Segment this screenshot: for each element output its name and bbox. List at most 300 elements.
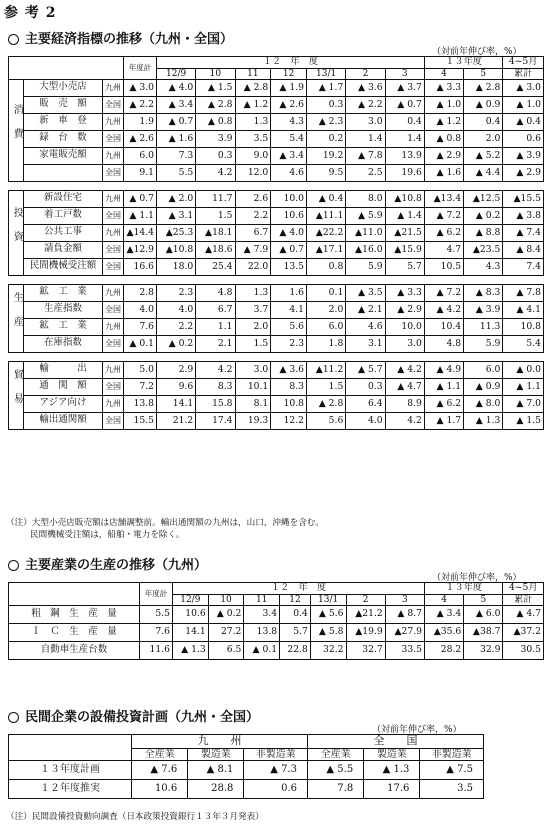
value-cell: ▲25.3 (157, 224, 196, 241)
value-cell: ▲ 3.5 (346, 284, 385, 301)
value-cell: 11.3 (464, 318, 503, 335)
value-cell: 22.8 (280, 641, 311, 659)
value-cell: 6.0 (307, 318, 346, 335)
value-cell: ▲11.1 (307, 207, 346, 224)
table-row (9, 301, 544, 318)
month-header: 12 (280, 594, 311, 605)
value-cell: 4.0 (346, 412, 385, 429)
plan-label: １２年度推実 (9, 780, 132, 799)
region-label: 全国 (103, 130, 124, 147)
value-cell: 7.8 (307, 780, 363, 799)
region-label: 全国 (103, 335, 124, 352)
value-cell: ▲ 8.3 (464, 284, 503, 301)
value-cell: 5.6 (307, 412, 346, 429)
value-cell: 2.0 (307, 301, 346, 318)
value-cell: 5.9 (346, 258, 385, 275)
value-cell: 15.5 (124, 412, 157, 429)
table-row (9, 318, 544, 335)
value-cell: ▲ 0.7 (385, 96, 424, 113)
value-cell: ▲ 0.7 (124, 190, 157, 207)
value-cell: 3.5 (420, 780, 484, 799)
indicator-label: アジア向け (24, 395, 103, 412)
category-cell (9, 79, 24, 181)
value-cell: 9.1 (124, 164, 157, 181)
value-cell: ▲ 0.7 (157, 113, 196, 130)
value-cell: 25.4 (196, 258, 235, 275)
table-row (9, 605, 544, 623)
table-row (9, 761, 484, 780)
value-cell: ▲21.5 (385, 224, 424, 241)
region-label: 全国 (103, 96, 124, 113)
region-label: 九州 (103, 113, 124, 130)
value-cell: 32.7 (346, 641, 385, 659)
month-header: 2 (346, 594, 385, 605)
value-cell: 32.9 (464, 641, 503, 659)
value-cell: 8.1 (235, 395, 271, 412)
value-cell: ▲ 3.4 (424, 605, 463, 623)
value-cell: 13.5 (271, 258, 307, 275)
value-cell: 2.9 (157, 361, 196, 378)
value-cell: ▲ 3.4 (157, 96, 196, 113)
value-cell: ▲ 5.7 (346, 361, 385, 378)
region-label: 九州 (103, 147, 124, 164)
month-header: 12/9 (173, 594, 209, 605)
value-cell: 15.8 (196, 395, 235, 412)
value-cell: ▲ 5.2 (464, 147, 503, 164)
section3-title (8, 706, 259, 725)
circle-bullet-icon (8, 34, 19, 45)
value-cell: ▲ 3.7 (385, 79, 424, 96)
region-label: 九州 (103, 224, 124, 241)
value-cell: 1.3 (235, 284, 271, 301)
table-row (9, 113, 544, 130)
category-label: 貿易 (11, 369, 23, 418)
value-cell: ▲ 8.7 (385, 605, 424, 623)
value-cell: ▲ 0.4 (503, 113, 544, 130)
value-cell: 19.6 (385, 164, 424, 181)
value-cell: 1.5 (307, 378, 346, 395)
value-cell: 8.3 (271, 378, 307, 395)
value-cell: 21.2 (157, 412, 196, 429)
value-cell: ▲ 5.8 (310, 623, 346, 641)
indicator-label: 請負金額 (24, 241, 103, 258)
value-cell: ▲ 1.0 (503, 96, 544, 113)
industry-production-table (8, 582, 544, 660)
value-cell: ▲ 1.2 (424, 113, 463, 130)
value-cell: 0.1 (307, 284, 346, 301)
value-cell: 2.2 (157, 318, 196, 335)
value-cell: 4.2 (196, 164, 235, 181)
fy-total-header: 年度計 (124, 57, 157, 80)
value-cell: ▲ 1.9 (271, 79, 307, 96)
value-cell: ▲ 1.1 (424, 378, 463, 395)
value-cell: 33.5 (385, 641, 424, 659)
value-cell: 7.6 (140, 623, 173, 641)
value-cell: 19.3 (235, 412, 271, 429)
month-header: 5 (464, 594, 503, 605)
value-cell: 11.6 (140, 641, 173, 659)
value-cell: ▲ 3.0 (124, 79, 157, 96)
value-cell: 6.0 (124, 147, 157, 164)
fy12-header: １２ 年 度 (173, 583, 425, 595)
fy13-header: １３年度 (424, 583, 502, 595)
value-cell: ▲ 1.1 (124, 207, 157, 224)
value-cell: ▲ 3.0 (503, 79, 544, 96)
industry-header: 全産業 (132, 748, 188, 761)
value-cell: 10.6 (132, 780, 188, 799)
value-cell: 12.0 (235, 164, 271, 181)
fy13-header: １３年度 (424, 57, 503, 69)
value-cell: ▲ 3.6 (271, 361, 307, 378)
value-cell: 10.6 (271, 207, 307, 224)
value-cell: ▲ 0.0 (503, 361, 544, 378)
month-header: 2 (346, 68, 385, 79)
indicator-label: 輸出通関額 (24, 412, 103, 429)
value-cell: 2.5 (346, 164, 385, 181)
value-cell: 1.3 (235, 113, 271, 130)
value-cell: ▲ 7.8 (346, 147, 385, 164)
apr-may-header: 4~5月 (503, 583, 544, 595)
value-cell: 8.3 (196, 378, 235, 395)
table-row (9, 224, 544, 241)
value-cell: ▲ 3.3 (424, 79, 463, 96)
value-cell: 1.5 (235, 335, 271, 352)
value-cell: ▲ 3.3 (385, 284, 424, 301)
value-cell: ▲ 0.1 (244, 641, 280, 659)
category-cell (9, 361, 24, 429)
table-row (9, 164, 544, 181)
region-label: 全国 (103, 258, 124, 275)
value-cell: ▲ 1.4 (385, 207, 424, 224)
corner-cell (9, 735, 132, 761)
region-label: 全国 (103, 207, 124, 224)
indicator-label: 民間機械受注額 (24, 258, 103, 275)
value-cell: ▲23.5 (464, 241, 503, 258)
section2-unit: （対前年伸び率，%） (432, 573, 522, 583)
value-cell: 2.8 (124, 284, 157, 301)
value-cell: 3.7 (235, 301, 271, 318)
value-cell: ▲11.0 (346, 224, 385, 241)
value-cell: ▲ 1.6 (424, 164, 463, 181)
value-cell: ▲ 0.2 (208, 605, 244, 623)
value-cell: ▲ 4.7 (503, 605, 544, 623)
value-cell: ▲ 0.9 (464, 378, 503, 395)
value-cell: 2.2 (235, 207, 271, 224)
table-row (9, 207, 544, 224)
table-row (9, 79, 544, 96)
value-cell: ▲ 1.1 (503, 378, 544, 395)
value-cell: 1.5 (196, 207, 235, 224)
table-row (9, 258, 544, 275)
value-cell: 9.5 (307, 164, 346, 181)
value-cell: ▲ 7.5 (420, 761, 484, 780)
value-cell: ▲ 1.5 (196, 79, 235, 96)
section3-title-text: 民間企業の設備投資計画（九州・全国） (25, 710, 260, 725)
value-cell: 6.5 (208, 641, 244, 659)
value-cell: 5.0 (124, 361, 157, 378)
region-label: 九州 (103, 79, 124, 96)
indicator-label: 家電販売額 (24, 147, 103, 164)
value-cell: 13.8 (124, 395, 157, 412)
section1-note-2: 民間機械受注額は，船舶・電力を除く。 (30, 530, 185, 540)
value-cell: 17.6 (364, 780, 420, 799)
value-cell: 10.1 (235, 378, 271, 395)
production-body (9, 605, 544, 659)
value-cell: ▲15.9 (385, 241, 424, 258)
circle-bullet-icon (8, 712, 19, 723)
value-cell: ▲ 7.0 (503, 395, 544, 412)
industry-header: 非製造業 (244, 748, 308, 761)
value-cell: ▲ 2.6 (271, 96, 307, 113)
value-cell: 13.8 (244, 623, 280, 641)
value-cell: ▲ 5.5 (307, 761, 363, 780)
table-row (9, 96, 544, 113)
value-cell: ▲13.4 (424, 190, 463, 207)
value-cell: ▲19.9 (346, 623, 385, 641)
value-cell: ▲ 3.4 (271, 147, 307, 164)
value-cell: ▲18.6 (196, 241, 235, 258)
page-header: 参 考 2 (4, 5, 57, 21)
region-label: 全国 (103, 412, 124, 429)
value-cell: ▲ 2.3 (307, 113, 346, 130)
month-header: 3 (385, 594, 424, 605)
value-cell: 10.6 (173, 605, 209, 623)
section1-unit: （対前年伸び率，%） (432, 47, 522, 57)
value-cell: ▲ 5.9 (346, 207, 385, 224)
region-label: 全国 (103, 241, 124, 258)
value-cell: 4.0 (157, 301, 196, 318)
table-row (9, 335, 544, 352)
value-cell: ▲ 0.7 (271, 241, 307, 258)
industry-header: 製造業 (364, 748, 420, 761)
value-cell: ▲ 1.5 (503, 412, 544, 429)
value-cell: 0.8 (307, 258, 346, 275)
value-cell: 5.9 (464, 335, 503, 352)
value-cell: ▲ 2.2 (346, 96, 385, 113)
value-cell: ▲ 1.2 (235, 96, 271, 113)
value-cell: 5.5 (140, 605, 173, 623)
product-label: 粗 鋼 生 産 量 (9, 605, 140, 623)
value-cell: 1.9 (124, 113, 157, 130)
indicator-label: 録 台 数 (24, 130, 103, 147)
fy-total-header: 年度計 (140, 583, 173, 606)
value-cell: ▲ 7.3 (244, 761, 308, 780)
month-header: 4 (424, 68, 463, 79)
value-cell: ▲ 3.9 (503, 147, 544, 164)
value-cell: 10.8 (503, 318, 544, 335)
kyushu-header: 九 州 (132, 735, 308, 749)
value-cell: ▲12.5 (464, 190, 503, 207)
indicator-label: 輸 出 (24, 361, 103, 378)
product-label: 自動車生産台数 (9, 641, 140, 659)
value-cell: ▲ 0.8 (424, 130, 463, 147)
value-cell: ▲ 0.8 (196, 113, 235, 130)
value-cell: 32.2 (310, 641, 346, 659)
month-header: 10 (196, 68, 235, 79)
economic-indicators-table (8, 56, 544, 430)
value-cell: 14.1 (173, 623, 209, 641)
table-row (9, 378, 544, 395)
value-cell: ▲21.2 (346, 605, 385, 623)
category-label: 投資 (11, 206, 23, 255)
value-cell: ▲ 7.8 (503, 284, 544, 301)
table-row (9, 284, 544, 301)
value-cell: ▲ 2.8 (464, 79, 503, 96)
month-header: 11 (244, 594, 280, 605)
value-cell: 4.2 (385, 412, 424, 429)
value-cell: 14.1 (157, 395, 196, 412)
value-cell: ▲ 6.2 (424, 224, 463, 241)
value-cell: 0.3 (346, 378, 385, 395)
value-cell: 1.1 (196, 318, 235, 335)
indicator-label (24, 164, 103, 181)
value-cell: ▲ 2.2 (124, 96, 157, 113)
value-cell: 6.0 (464, 361, 503, 378)
value-cell: 10.4 (424, 318, 463, 335)
value-cell: 5.7 (385, 258, 424, 275)
table-row (9, 641, 544, 659)
section2-title-text: 主要産業の生産の推移（九州） (25, 558, 208, 573)
value-cell: 2.0 (464, 130, 503, 147)
region-label: 全国 (103, 378, 124, 395)
value-cell: ▲ 3.9 (464, 301, 503, 318)
indicator-label: 新 車 登 (24, 113, 103, 130)
value-cell: 3.9 (196, 130, 235, 147)
value-cell: ▲ 1.3 (364, 761, 420, 780)
value-cell: 4.7 (424, 241, 463, 258)
indicator-label: 生産指数 (24, 301, 103, 318)
table-row (9, 147, 544, 164)
capex-body (9, 761, 484, 799)
value-cell: ▲38.7 (464, 623, 503, 641)
value-cell: 4.2 (196, 361, 235, 378)
value-cell: ▲ 1.3 (464, 412, 503, 429)
value-cell: ▲ 0.2 (464, 207, 503, 224)
value-cell: ▲ 3.6 (346, 79, 385, 96)
product-label: Ｉ Ｃ 生 産 量 (9, 623, 140, 641)
value-cell: ▲ 8.4 (503, 241, 544, 258)
value-cell: 2.3 (271, 335, 307, 352)
value-cell: 4.8 (424, 335, 463, 352)
value-cell: 10.0 (385, 318, 424, 335)
value-cell: 0.6 (503, 130, 544, 147)
value-cell: 10.0 (271, 190, 307, 207)
value-cell: ▲ 2.8 (196, 96, 235, 113)
value-cell: ▲17.1 (307, 241, 346, 258)
value-cell: 22.0 (235, 258, 271, 275)
value-cell: 4.0 (124, 301, 157, 318)
value-cell: 6.7 (235, 224, 271, 241)
section3-note: （注）民間設備投資動向調査（日本政策投資銀行１３年３月発表） (6, 812, 264, 822)
industry-header: 製造業 (188, 748, 244, 761)
value-cell: 2.0 (235, 318, 271, 335)
value-cell: ▲ 2.8 (307, 395, 346, 412)
month-header: 13/1 (307, 68, 346, 79)
table-row (9, 395, 544, 412)
value-cell: ▲ 4.2 (424, 301, 463, 318)
value-cell: 1.8 (307, 335, 346, 352)
value-cell: 17.4 (196, 412, 235, 429)
value-cell: ▲ 1.0 (424, 96, 463, 113)
value-cell: 16.6 (124, 258, 157, 275)
value-cell: ▲ 0.4 (307, 190, 346, 207)
value-cell: 1.4 (385, 130, 424, 147)
value-cell: 4.1 (271, 301, 307, 318)
table-row (9, 780, 484, 799)
indicators-body (9, 79, 544, 429)
region-label: 九州 (103, 190, 124, 207)
value-cell: ▲ 8.8 (464, 224, 503, 241)
value-cell: 7.4 (503, 258, 544, 275)
value-cell: 9.0 (235, 147, 271, 164)
value-cell: 1.6 (271, 284, 307, 301)
value-cell: ▲ 4.9 (424, 361, 463, 378)
plan-label: １３年度計画 (9, 761, 132, 780)
table-row (9, 623, 544, 641)
capex-plan-table (8, 734, 484, 799)
value-cell: 2.6 (235, 190, 271, 207)
value-cell: ▲37.2 (503, 623, 544, 641)
value-cell: ▲ 4.0 (271, 224, 307, 241)
value-cell: ▲ 2.1 (346, 301, 385, 318)
value-cell: 7.3 (157, 147, 196, 164)
industry-header: 非製造業 (420, 748, 484, 761)
circle-bullet-icon (8, 560, 19, 571)
zenkoku-header: 全 国 (307, 735, 483, 749)
category-cell (9, 190, 24, 275)
section1-note-1: （注）大型小売店販売額は店舗調整前。輸出通関額の九州は，山口，沖縄を含む。 (6, 518, 324, 528)
group-spacer (9, 352, 544, 361)
value-cell: ▲ 2.9 (385, 301, 424, 318)
value-cell: 0.4 (385, 113, 424, 130)
value-cell: 5.6 (271, 318, 307, 335)
value-cell: ▲35.6 (424, 623, 463, 641)
value-cell: ▲ 3.8 (503, 207, 544, 224)
indicator-label: 新設住宅 (24, 190, 103, 207)
value-cell: 3.0 (385, 335, 424, 352)
apr-may-header: 4~5月 (503, 57, 544, 69)
section1-title (8, 28, 233, 47)
group-spacer (9, 181, 544, 190)
value-cell: ▲ 0.1 (124, 335, 157, 352)
value-cell: ▲27.9 (385, 623, 424, 641)
value-cell: 19.2 (307, 147, 346, 164)
indicator-label: 在庫指数 (24, 335, 103, 352)
value-cell: 28.2 (424, 641, 463, 659)
value-cell: ▲ 1.7 (424, 412, 463, 429)
value-cell: ▲ 7.6 (132, 761, 188, 780)
value-cell: 4.3 (271, 113, 307, 130)
value-cell: 3.0 (235, 361, 271, 378)
value-cell: 4.8 (196, 284, 235, 301)
category-cell (9, 284, 24, 352)
value-cell: ▲ 2.8 (235, 79, 271, 96)
value-cell: ▲ 6.0 (464, 605, 503, 623)
value-cell: ▲ 6.2 (424, 395, 463, 412)
region-label: 全国 (103, 164, 124, 181)
value-cell: 0.6 (244, 780, 308, 799)
corner-cell (9, 57, 124, 80)
value-cell: ▲ 3.1 (157, 207, 196, 224)
indicator-label: 販 売 額 (24, 96, 103, 113)
section3-unit: （対前年伸び率，%） (372, 725, 462, 735)
value-cell: 7.6 (124, 318, 157, 335)
value-cell: 12.2 (271, 412, 307, 429)
value-cell: ▲ 1.6 (157, 130, 196, 147)
value-cell: 1.4 (346, 130, 385, 147)
value-cell: ▲ 2.0 (157, 190, 196, 207)
indicator-label: 着工戸数 (24, 207, 103, 224)
